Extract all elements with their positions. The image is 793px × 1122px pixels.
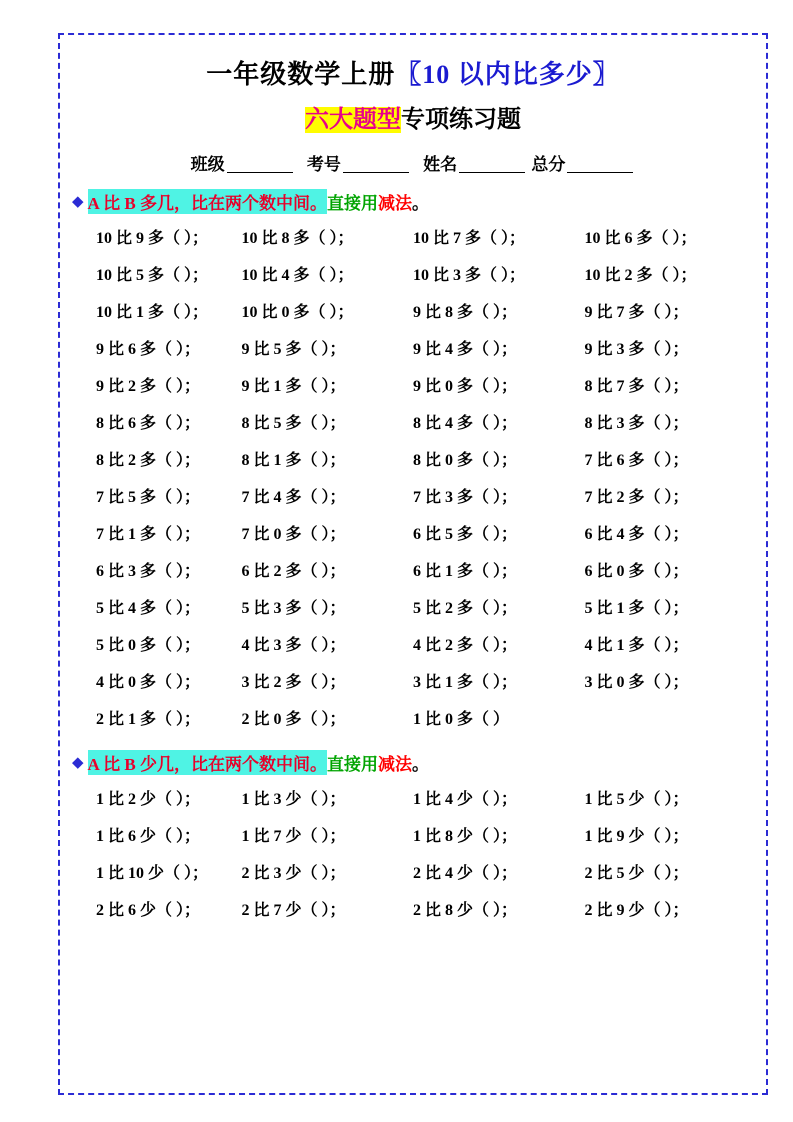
question-cell[interactable]: 7 比 5 多（ ）； <box>96 489 201 506</box>
question-cell[interactable]: 9 比 3 多（ ）； <box>584 341 689 358</box>
question-cell[interactable]: 1 比 5 少（ ）； <box>584 791 689 808</box>
question-cell[interactable]: 9 比 1 多（ ）； <box>241 378 346 395</box>
question-cell[interactable]: 8 比 5 多（ ）； <box>241 415 346 432</box>
question-cell[interactable]: 9 比 4 多（ ）； <box>413 341 518 358</box>
question-cell[interactable]: 9 比 6 多（ ）； <box>96 341 201 358</box>
question-cell[interactable]: 1 比 0 多（ ） <box>413 711 510 728</box>
table-row <box>70 816 756 853</box>
question-cell[interactable]: 5 比 4 多（ ）； <box>96 600 201 617</box>
question-cell[interactable]: 8 比 3 多（ ）； <box>584 415 689 432</box>
question-cell[interactable]: 1 比 8 少（ ）； <box>413 828 518 845</box>
table-row <box>70 366 756 403</box>
title-prefix: 一年级数学上册 <box>206 60 396 89</box>
question-cell[interactable]: 1 比 6 少（ ）； <box>96 828 201 845</box>
question-cell[interactable]: 5 比 1 多（ ）； <box>584 600 689 617</box>
question-cell[interactable]: 5 比 3 多（ ）； <box>241 600 346 617</box>
question-cell[interactable]: 4 比 2 多（ ）； <box>413 637 518 654</box>
question-cell[interactable]: 1 比 4 少（ ）； <box>413 791 518 808</box>
question-cell[interactable]: 4 比 3 多（ ）； <box>241 637 346 654</box>
question-cell[interactable]: 10 比 1 多（ ）； <box>96 304 209 321</box>
question-cell[interactable]: 10 比 0 多（ ）； <box>241 304 354 321</box>
table-row <box>70 514 756 551</box>
class-label: 班级 <box>190 155 225 174</box>
question-cell[interactable]: 2 比 7 少（ ）； <box>241 902 346 919</box>
question-cell[interactable]: 1 比 3 少（ ）； <box>241 791 346 808</box>
student-info-row <box>70 150 756 175</box>
question-cell[interactable]: 9 比 0 多（ ）； <box>413 378 518 395</box>
table-row <box>70 403 756 440</box>
section-1-hint-period: 。 <box>411 194 429 213</box>
section-1-hint-green: 直接用 <box>326 194 378 213</box>
table-row <box>70 255 756 292</box>
question-cell[interactable]: 2 比 1 多（ ）； <box>96 711 201 728</box>
question-cell[interactable]: 3 比 2 多（ ）； <box>241 674 346 691</box>
question-cell[interactable]: 6 比 1 多（ ）； <box>413 563 518 580</box>
section-heading-1 <box>70 189 756 214</box>
question-cell <box>585 699 757 736</box>
question-cell[interactable]: 4 比 0 多（ ）； <box>96 674 201 691</box>
table-row <box>70 588 756 625</box>
question-cell[interactable]: 7 比 4 多（ ）； <box>241 489 346 506</box>
question-cell[interactable]: 6 比 3 多（ ）； <box>96 563 201 580</box>
table-row <box>70 779 756 816</box>
table-row <box>70 699 756 736</box>
question-cell[interactable]: 2 比 8 少（ ）； <box>413 902 518 919</box>
exam-label: 考号 <box>306 155 341 174</box>
table-row <box>70 551 756 588</box>
exam-field[interactable] <box>343 172 409 173</box>
title-bracketed: 〖10 以内比多少〗 <box>395 60 620 89</box>
question-cell[interactable]: 10 比 8 多（ ）； <box>241 230 354 247</box>
section-1-questions <box>70 218 756 736</box>
worksheet-content <box>70 42 756 927</box>
question-cell[interactable]: 8 比 4 多（ ）； <box>413 415 518 432</box>
question-cell[interactable]: 10 比 5 多（ ）； <box>96 267 209 284</box>
table-row <box>70 625 756 662</box>
section-2-hint-green: 直接用 <box>326 755 378 774</box>
question-cell[interactable]: 2 比 4 少（ ）； <box>413 865 518 882</box>
question-cell[interactable]: 8 比 7 多（ ）； <box>584 378 689 395</box>
question-cell[interactable]: 2 比 0 多（ ）； <box>241 711 346 728</box>
question-cell[interactable]: 3 比 0 多（ ）； <box>584 674 689 691</box>
question-cell[interactable]: 3 比 1 多（ ）； <box>413 674 518 691</box>
subtitle-rest: 专项练习题 <box>401 107 521 133</box>
table-row <box>70 662 756 699</box>
diamond-bullet-icon: ◆ <box>72 755 84 771</box>
section-2-title: A 比 B 少几，比在两个数中间。 <box>88 750 327 775</box>
table-row <box>70 329 756 366</box>
page-title <box>70 54 756 91</box>
section-2-questions <box>70 779 756 927</box>
question-cell[interactable]: 10 比 9 多（ ）； <box>96 230 209 247</box>
table-row <box>70 477 756 514</box>
question-cell[interactable]: 10 比 7 多（ ）； <box>413 230 526 247</box>
question-cell[interactable]: 8 比 2 多（ ）； <box>96 452 201 469</box>
question-cell[interactable]: 6 比 5 多（ ）； <box>413 526 518 543</box>
question-cell[interactable]: 9 比 8 多（ ）； <box>413 304 518 321</box>
diamond-bullet-icon: ◆ <box>72 194 84 210</box>
question-cell[interactable]: 5 比 0 多（ ）； <box>96 637 201 654</box>
question-cell[interactable]: 7 比 2 多（ ）； <box>584 489 689 506</box>
question-cell[interactable]: 9 比 7 多（ ）； <box>584 304 689 321</box>
question-cell[interactable]: 7 比 6 多（ ）； <box>584 452 689 469</box>
question-cell[interactable]: 7 比 0 多（ ）； <box>241 526 346 543</box>
section-1-hint-red: 减法 <box>377 194 412 213</box>
question-cell[interactable]: 2 比 6 少（ ）； <box>96 902 201 919</box>
question-cell[interactable]: 9 比 2 多（ ）； <box>96 378 201 395</box>
question-cell[interactable]: 10 比 4 多（ ）； <box>241 267 354 284</box>
question-cell[interactable]: 9 比 5 多（ ）； <box>241 341 346 358</box>
question-cell[interactable]: 8 比 0 多（ ）； <box>413 452 518 469</box>
score-field[interactable] <box>567 172 633 173</box>
table-row <box>70 218 756 255</box>
question-cell[interactable]: 8 比 6 多（ ）； <box>96 415 201 432</box>
question-cell[interactable]: 10 比 6 多（ ）； <box>584 230 697 247</box>
table-row <box>70 890 756 927</box>
question-cell[interactable]: 1 比 10 少（ ）； <box>96 865 209 882</box>
question-cell[interactable]: 8 比 1 多（ ）； <box>241 452 346 469</box>
table-row <box>70 292 756 329</box>
question-cell[interactable]: 1 比 2 少（ ）； <box>96 791 201 808</box>
page-subtitle <box>70 99 756 134</box>
question-cell[interactable]: 7 比 1 多（ ）； <box>96 526 201 543</box>
question-cell[interactable]: 2 比 9 少（ ）； <box>584 902 689 919</box>
question-cell[interactable]: 10 比 2 多（ ）； <box>584 267 697 284</box>
question-cell[interactable]: 10 比 3 多（ ）； <box>413 267 526 284</box>
question-cell[interactable]: 6 比 0 多（ ）； <box>584 563 689 580</box>
question-cell[interactable]: 4 比 1 多（ ）； <box>584 637 689 654</box>
section-1-title: A 比 B 多几，比在两个数中间。 <box>88 189 327 214</box>
name-field[interactable] <box>459 172 525 173</box>
question-cell[interactable]: 2 比 3 少（ ）； <box>241 865 346 882</box>
question-cell[interactable]: 1 比 9 少（ ）； <box>584 828 689 845</box>
subtitle-highlight: 六大题型 <box>305 107 401 133</box>
question-cell[interactable]: 1 比 7 少（ ）； <box>241 828 346 845</box>
question-cell[interactable]: 6 比 2 多（ ）； <box>241 563 346 580</box>
score-label: 总分 <box>531 155 566 174</box>
question-cell[interactable]: 6 比 4 多（ ）； <box>584 526 689 543</box>
question-cell[interactable]: 2 比 5 少（ ）； <box>584 865 689 882</box>
question-cell[interactable]: 7 比 3 多（ ）； <box>413 489 518 506</box>
table-row <box>70 853 756 890</box>
table-row <box>70 440 756 477</box>
section-2-hint-period: 。 <box>411 755 429 774</box>
section-heading-2 <box>70 750 756 775</box>
name-label: 姓名 <box>423 155 458 174</box>
class-field[interactable] <box>227 172 293 173</box>
question-cell[interactable]: 5 比 2 多（ ）； <box>413 600 518 617</box>
section-2-hint-red: 减法 <box>377 755 412 774</box>
